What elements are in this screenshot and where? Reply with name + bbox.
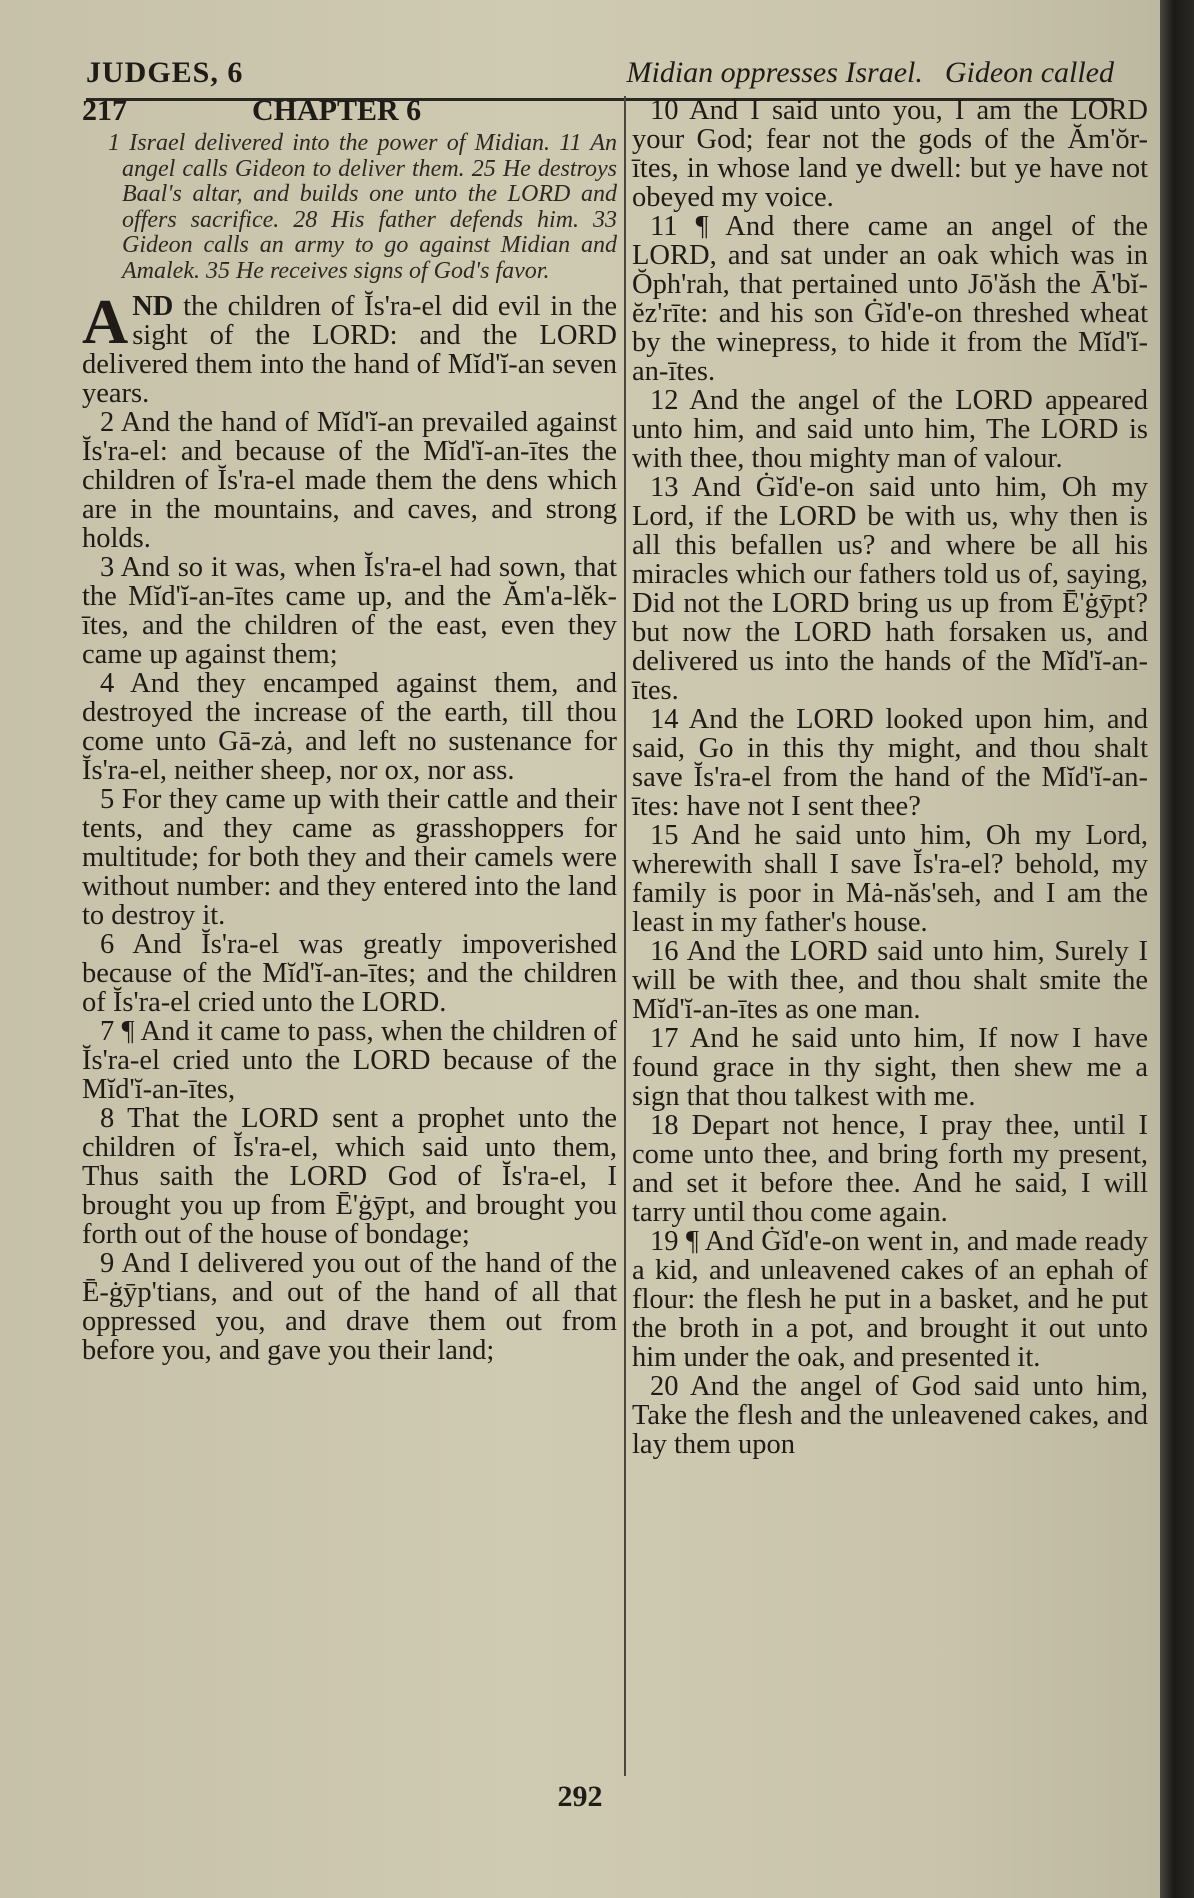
- verse-16: 16 And the LORD said unto him, Surely I will be with thee, and thou shalt smite the Mĭd'ĭ-an-ītes as one man.: [632, 936, 1148, 1025]
- page-number: 292: [557, 1780, 603, 1813]
- verse-6: 6 And Ĭs'ra-el was greatly impoverished because of the Mĭd'ĭ-an-ītes; and the children of Ĭs'ra-el cried unto the LORD.: [82, 929, 617, 1018]
- verse-12: 12 And the angel of the LORD appeared unto him, and said unto him, The LORD is with thee, thou mighty man of valour.: [632, 385, 1148, 474]
- verse-4: 4 And they encamped against them, and destroyed the increase of the earth, till thou come unto Gā-zȧ, and left no sustenance for Ĭs'ra-el, neither sheep, nor ox, nor ass.: [82, 668, 617, 786]
- chapter-summary: 1 Israel delivered into the power of Midian. 11 An angel calls Gideon to deliver them. 25 He destroys Baal's altar, and builds one unto the LORD and offers sacrifice. 28 His father defends him. 33 Gideon calls an army to go against Midian and Amalek. 35 He receives signs of God's favor.: [108, 130, 617, 284]
- right-column: [632, 96, 1148, 1459]
- book-chapter-heading: JUDGES, 6: [86, 56, 244, 89]
- verse-1: [82, 286, 617, 409]
- running-head: [86, 36, 1114, 101]
- verse-20: 20 And the angel of God said unto him, Take the flesh and the unleavened cakes, and lay them upon: [632, 1371, 1148, 1460]
- verse-11: 11 ¶ And there came an angel of the LORD, and sat under an oak which was in Ŏph'rah, that pertained unto Jō'ăsh the Ā'bĭ-ĕz'rīte: and his son Ġĭd'e-on threshed wheat by the winepress, to hide it from the Mĭd'ĭ-an-ītes.: [632, 211, 1148, 387]
- verse-7: 7 ¶ And it came to pass, when the children of Ĭs'ra-el cried unto the LORD because of the Mĭd'ĭ-an-ītes,: [82, 1016, 617, 1105]
- verse-14: 14 And the LORD looked upon him, and said, Go in this thy might, and thou shalt save Ĭs'ra-el from the hand of the Mĭd'ĭ-an-ītes: have not I sent thee?: [632, 704, 1148, 822]
- verse-19: 19 ¶ And Ġĭd'e-on went in, and made ready a kid, and unleavened cakes of an ephah of flour: the flesh he put in a basket, and he put the broth in a pot, and brought it out unto him under the oak, and presented it.: [632, 1226, 1148, 1373]
- topic-heading: [627, 56, 1115, 90]
- topic-2: Gideon called: [944, 56, 1114, 89]
- drop-cap: A: [82, 286, 129, 357]
- verse-8: 8 That the LORD sent a prophet unto the children of Ĭs'ra-el, which said unto them, Thus saith the LORD God of Ĭs'ra-el, I brought you up from Ē'ġȳpt, and brought you forth out of the house of bondage;: [82, 1103, 617, 1250]
- left-column: [82, 96, 617, 1365]
- chapter-header: [82, 96, 617, 125]
- verse-2: 2 And the hand of Mĭd'ĭ-an prevailed against Ĭs'ra-el: and because of the Mĭd'ĭ-an-ītes the children of Ĭs'ra-el made them the dens which are in the mountains, and caves, and strong holds.: [82, 407, 617, 554]
- page-edge: [1160, 0, 1194, 1898]
- verse-15: 15 And he said unto him, Oh my Lord, wherewith shall I save Ĭs'ra-el? behold, my family is poor in Mȧ-năs'seh, and I am the least in my father's house.: [632, 820, 1148, 938]
- verse-3: 3 And so it was, when Ĭs'ra-el had sown, that the Mĭd'ĭ-an-ītes came up, and the Ăm'a-lĕk-ītes, and the children of the east, even they came up against them;: [82, 552, 617, 670]
- verse-1-lead: ND: [132, 291, 174, 322]
- verse-13: 13 And Ġĭd'e-on said unto him, Oh my Lord, if the LORD be with us, why then is all this befallen us? and where be all his miracles which our fathers told us of, saying, Did not the LORD bring us up from Ē'ġȳpt? but now the LORD hath forsaken us, and delivered us into the hands of the Mĭd'ĭ-an-ītes.: [632, 472, 1148, 706]
- verse-18: 18 Depart not hence, I pray thee, until I come unto thee, and bring forth my present, and set it before thee. And he said, I will tarry until thou come again.: [632, 1110, 1148, 1228]
- column-divider: [624, 96, 626, 1776]
- verse-17: 17 And he said unto him, If now I have found grace in thy sight, then shew me a sign that thou talkest with me.: [632, 1023, 1148, 1112]
- verse-5: 5 For they came up with their cattle and their tents, and they came as grasshoppers for multitude; for both they and their camels were without number: and they entered into the land to destroy it.: [82, 784, 617, 931]
- verse-10: 10 And I said unto you, I am the LORD your God; fear not the gods of the Ăm'ŏr-ītes, in whose land ye dwell: but ye have not obeyed my voice.: [632, 95, 1148, 213]
- verse-1-text: the children of Ĭs'ra-el did evil in the sight of the LORD: and the LORD delivered them into the hand of Mĭd'ĭ-an seven years.: [82, 291, 617, 409]
- chapter-page-ref: 217: [82, 94, 127, 127]
- chapter-title: CHAPTER 6: [252, 94, 422, 127]
- verse-9: 9 And I delivered you out of the hand of the Ē-ġȳp'tians, and out of the hand of all that oppressed you, and drave them out from before you, and gave you their land;: [82, 1248, 617, 1366]
- topic-1: Midian oppresses Israel.: [626, 56, 923, 89]
